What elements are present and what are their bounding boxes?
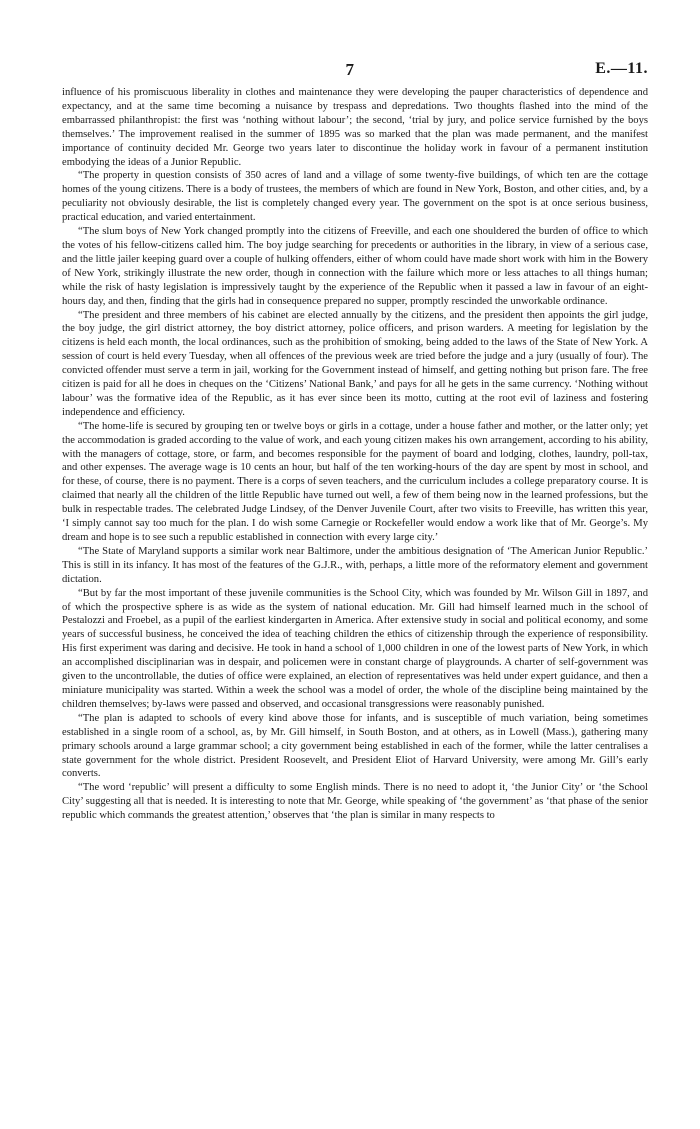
- page-number: 7: [345, 60, 355, 79]
- paragraph-2: “The property in question consists of 350 acres of land and a village of some twenty-five buildings, of which ten are the cottage homes of the young citizens. There is a body of trustees, the members of which are found in New York, Boston, and other cities, and, by a peculiarity not obviously desirable, the list is completely changed every year. The government on the spot is at once serious business, practical education, and varied entertainment.: [62, 170, 648, 224]
- paragraph-9: “The word ‘republic’ will present a difficulty to some English minds. There is no need to adopt it, ‘the Junior City’ or ‘the School City’ suggesting all that is needed. It is interesting to note that Mr. George, while speaking of ‘the government’ as ‘that phase of the senior republic which commands the greatest attention,’ observes that ‘the plan is similar in many respects to: [62, 782, 648, 822]
- paragraph-5: “The home-life is secured by grouping ten or twelve boys or girls in a cottage, under a house father and mother, or the latter only; yet the accommodation is graded according to the value of work, and each young citizen makes his own arrangement, according to his ability, with the managers of cottage, store, or farm, and becomes responsible for the payment of board and lodging, clothes, laundry, poll-tax, and other expenses. The average wage is 10 cents an hour, but half of the ten working-hours of the day are spent by most in school, and for these, of course, there is no payment. There is a corps of seven teachers, and the curriculum includes a college preparatory course. It is claimed that nearly all the children of the little Republic have turned out well, a few of them being now in the learned professions, but the bulk in respectable trades. The celebrated Judge Lindsey, of the Denver Juvenile Court, after two visits to Freeville, has written this year, ‘I simply cannot say too much for the plan. I do wish some Carnegie or Rockefeller would endow a work like that of Mr. George’s. My dream and hope is to see such a republic established in connection with every large city.’: [62, 420, 648, 543]
- document-reference: E.—11.: [595, 60, 648, 77]
- paragraph-7: “But by far the most important of these juvenile communities is the School City, which was founded by Mr. Wilson Gill in 1897, and of which the prospective sphere is as wide as the system of national education. Mr. Gill had himself learned much in the school of Pestalozzi and Froebel, as a pupil of the earliest kindergarten in America. After extensive study in social and political economy, and some years of successful business, he conceived the idea of teaching children the ethics of citizenship through the experience of responsibility. His first experiment was daring and decisive. He took in hand a school of 1,000 children in one of the lowest parts of New York, in which an accomplished disciplinarian was in despair, and policemen were in constant charge of playgrounds. A charter of self-government was given to the uncontrollable, the duties of office were explained, an election of representatives was held under expert guidance, and then a miniature municipality was started. Within a week the school was a model of order, the whole of the discipline being maintained by the children themselves; by-laws were passed and observed, and occasional transgressions were reasonably punished.: [62, 587, 648, 710]
- body-text: [62, 86, 648, 823]
- paragraph-6: “The State of Maryland supports a similar work near Baltimore, under the ambitious designation of ‘The American Junior Republic.’ This is still in its infancy. It has most of the features of the G.J.R., with, perhaps, a little more of the reformatory element and government dictation.: [62, 545, 648, 585]
- paragraph-8: “The plan is adapted to schools of every kind above those for infants, and is susceptible of much variation, being sometimes established in a single room of a school, as, by Mr. Gill himself, in South Boston, and at others, as in Lowell (Mass.), gathering many primary schools around a large grammar school; a city government being established in each of the former, while the latter centralises a state government for the whole district. President Roosevelt, and President Eliot of Harvard University, were among Mr. Gill’s early converts.: [62, 712, 648, 780]
- paragraph-3: “The slum boys of New York changed promptly into the citizens of Freeville, and each one shouldered the burden of office to which the votes of his fellow-citizens called him. The boy judge searching for precedents or authorities in the library, in view of a serious case, and the little jailer keeping guard over a couple of hulking offenders, either of whom could have made short work with him in the Bowery of New York, strikingly illustrate the new order, though in connection with the failure which more or less attaches to all things human; while the risk of hasty legislation is impressively taught by the experience of the Republic when it passed a law in favour of an eight-hours day, and then, finding that the girls had in consequence prepared no supper, promptly rescinded the unworkable ordinance.: [62, 226, 648, 307]
- paragraph-4: “The president and three members of his cabinet are elected annually by the citizens, and the president then appoints the girl judge, the boy judge, the girl district attorney, the boy district attorney, police officers, and prison warders. A meeting for legislation by the citizens is held each month, the local ordinances, such as the prohibition of smoking, being added to the laws of the State of New York. A session of court is held every Tuesday, when all offences of the previous week are tried before the judge and a jury (usually of four). The convicted offender must serve a term in jail, working for the Government instead of himself, and getting nothing but prison fare. The free citizen is paid for all he does in cheques on the ‘Citizens’ National Bank,’ and pays for all he gets in the same currency. ‘Nothing without labour’ was the formative idea of the Republic, as it has ever since been its motto, cutting at the root evil of laziness and fostering independence and efficiency.: [62, 309, 648, 418]
- paragraph-1: influence of his promiscuous liberality in clothes and maintenance they were developing the pauper characteristics of dependence and expectancy, and at the same time becoming a nuisance by trespass and depredations. Two thoughts flashed into the mind of the embarrassed philanthropist: the first was ‘nothing without labour’; the second, ‘trial by jury, and police service furnished by the boys themselves.’ The improvement realised in the summer of 1895 was so marked that the plan was made permanent, and the manifest importance of continuity decided Mr. George two years later to discontinue the holiday work in favour of a permanent institution embodying the ideas of a Junior Republic.: [62, 87, 648, 168]
